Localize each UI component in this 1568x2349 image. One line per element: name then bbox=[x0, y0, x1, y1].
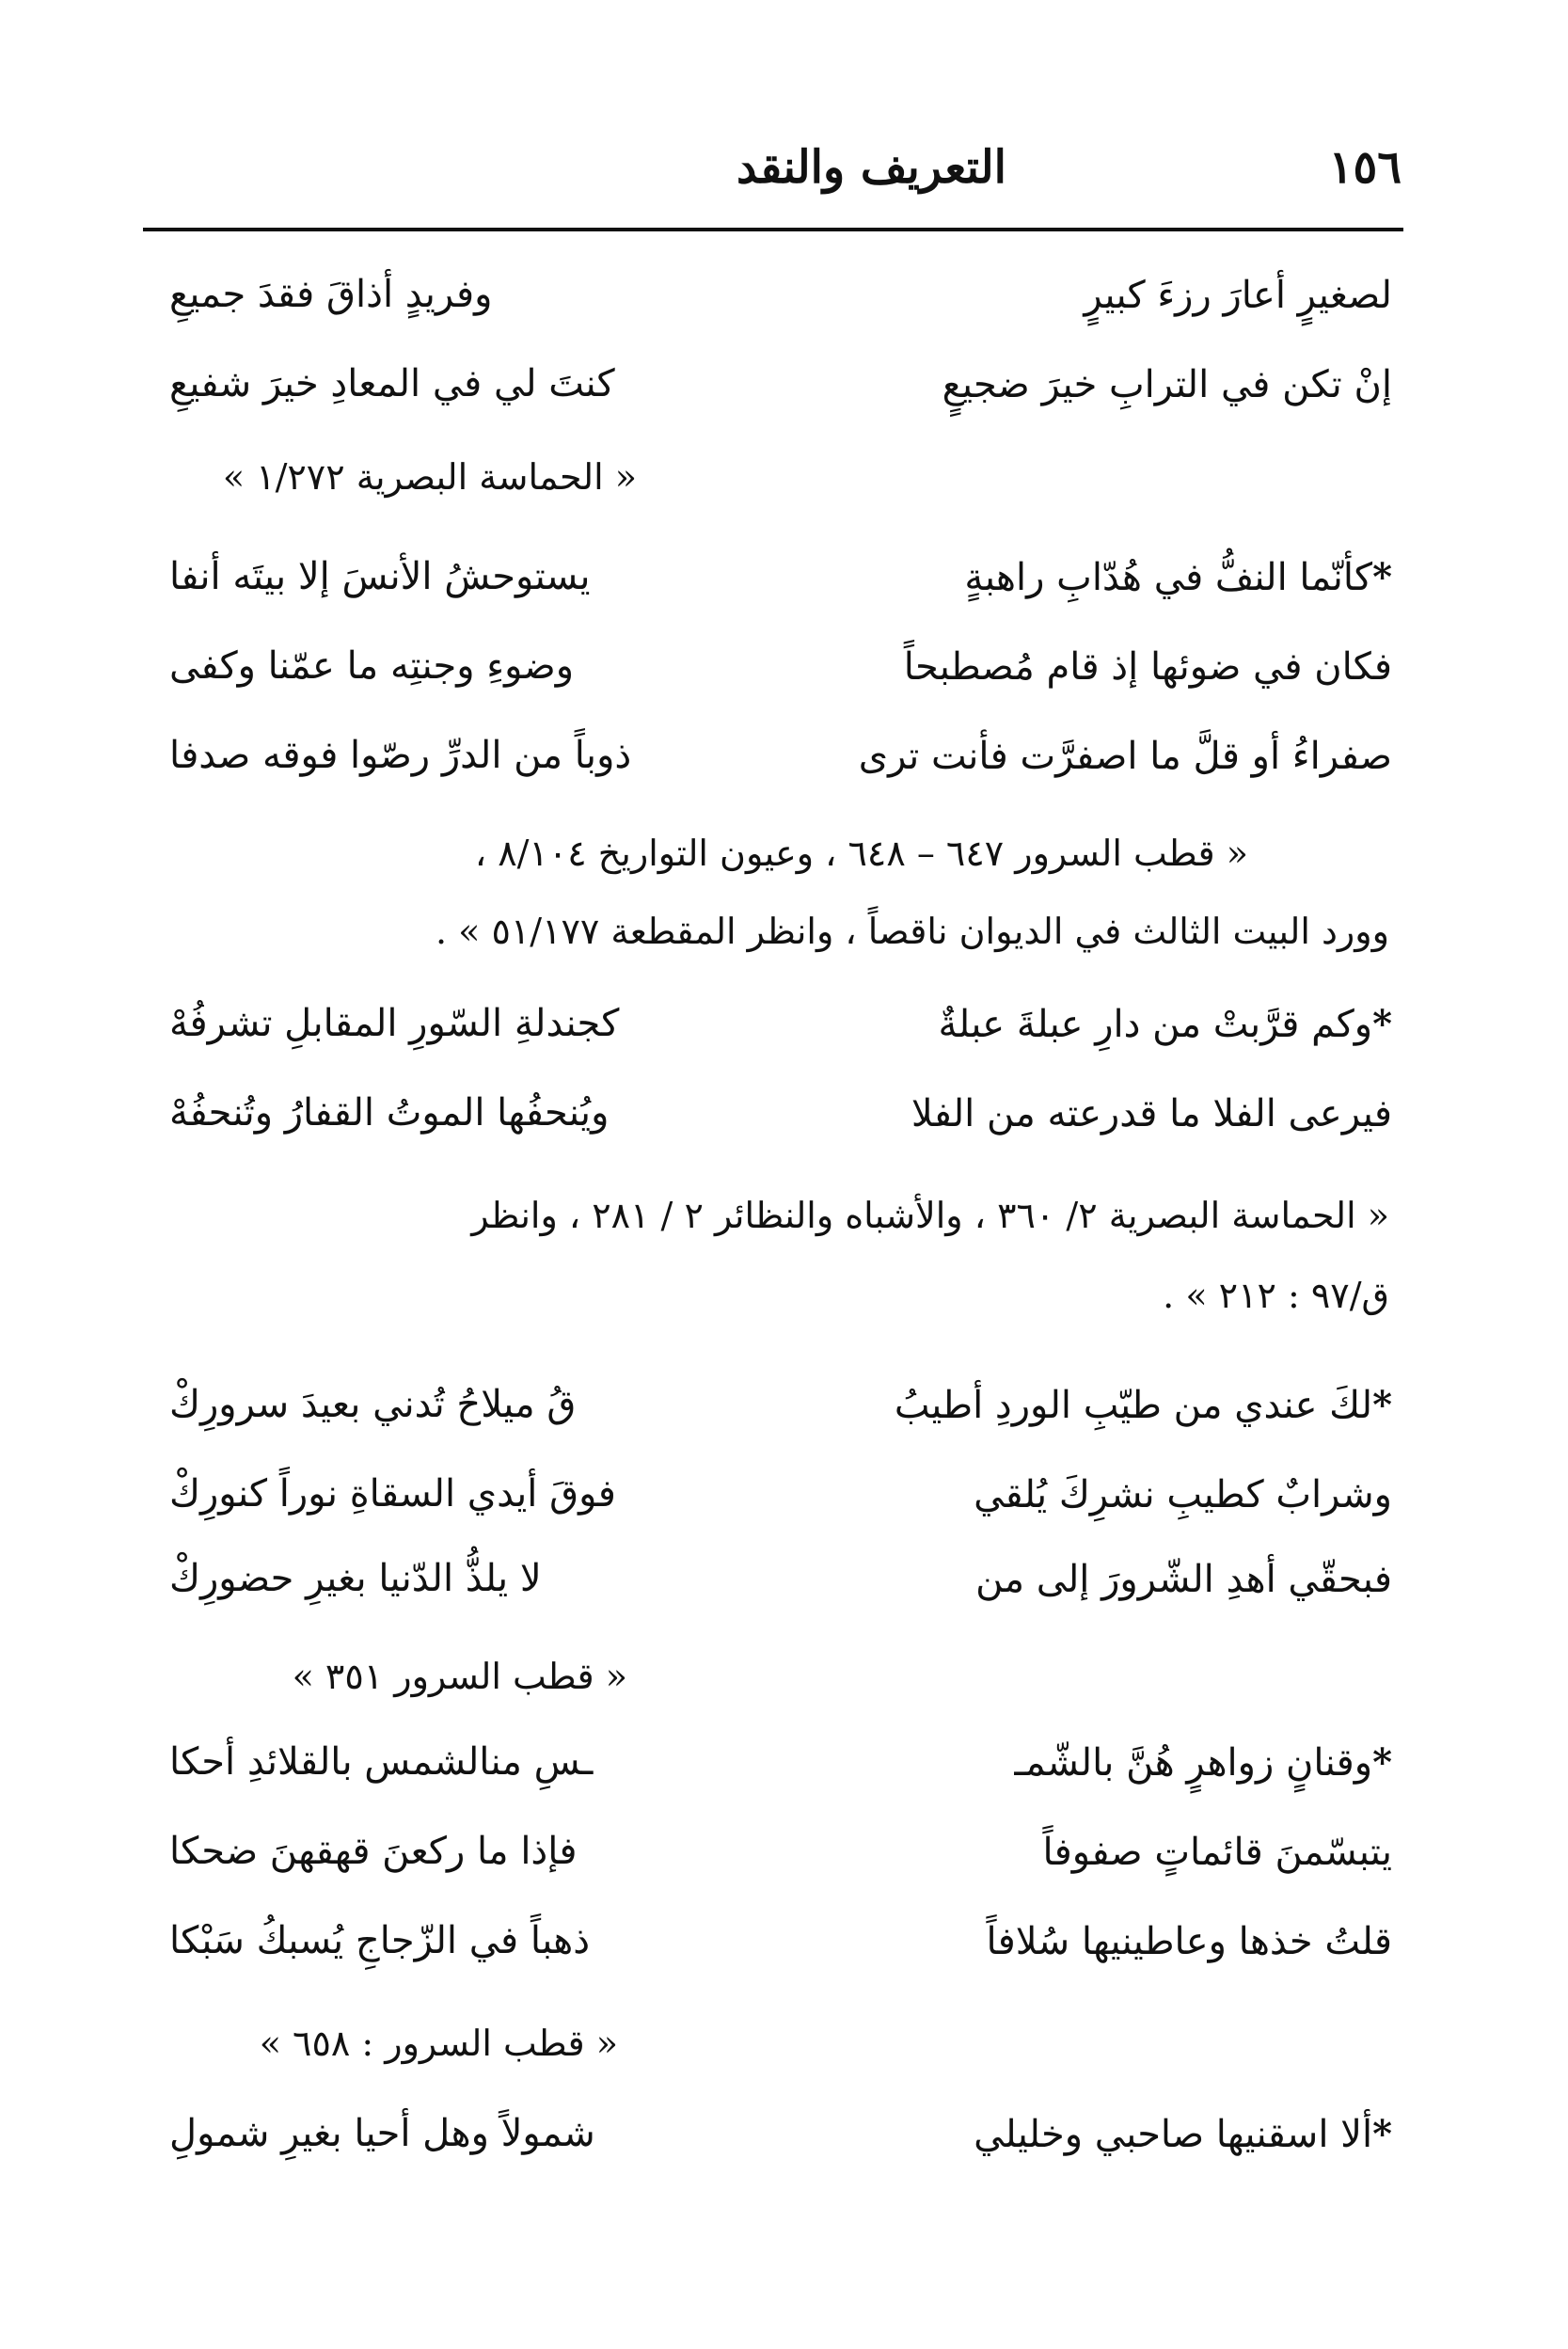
hemistich-first bbox=[800, 2112, 1392, 2156]
hemistich-first bbox=[800, 1830, 1392, 1874]
verse-line bbox=[169, 1472, 1392, 1547]
verse-line bbox=[169, 1002, 1392, 1077]
verse-line bbox=[169, 1383, 1392, 1458]
verse-line bbox=[169, 555, 1392, 630]
verse-asterisk: * bbox=[1372, 1002, 1392, 1046]
hemistich-first-text: قلتُ خذها وعاطينيها سُلافاً bbox=[986, 1920, 1392, 1963]
hemistich-second: ذهباً في الزّجاجِ يُسبكُ سَبْكا bbox=[169, 1919, 591, 1962]
source-citation: « قطب السرور ٦٤٧ – ٦٤٨ ، وعيون التواريخ ٨/١٠٤ ، bbox=[474, 833, 1248, 874]
source-citation: وورد البيت الثالث في الديوان ناقصاً ، وانظر المقطعة ٥١/١٧٧ » . bbox=[435, 911, 1389, 952]
hemistich-second: ذوباً من الدرِّ رصّوا فوقه صدفا bbox=[169, 734, 632, 777]
hemistich-first-text: وقنانٍ زواهرٍ هُنَّ بالشّمـ bbox=[1014, 1741, 1373, 1785]
hemistich-first-text: يتبسّمنَ قائماتٍ صفوفاً bbox=[1042, 1831, 1392, 1874]
verse-line bbox=[169, 1557, 1392, 1632]
verse-line bbox=[169, 1830, 1392, 1905]
hemistich-first-text: لكَ عندي من طيّبِ الوردِ أطيبُ bbox=[894, 1384, 1373, 1427]
hemistich-first-text: فكان في ضوئها إذ قام مُصطبحاً bbox=[903, 645, 1392, 689]
verse-line bbox=[169, 362, 1392, 437]
hemistich-first-text: إنْ تكن في الترابِ خيرَ ضجيعٍ bbox=[942, 363, 1392, 406]
hemistich-second: ـسِ منالشمس بالقلائدِ أحكا bbox=[169, 1740, 594, 1784]
page-header bbox=[169, 141, 1402, 216]
hemistich-second: كجندلةِ السّورِ المقابلِ تشرفُهْ bbox=[169, 1002, 620, 1045]
hemistich-first bbox=[800, 1091, 1392, 1135]
verse-asterisk: * bbox=[1372, 1383, 1392, 1427]
page-number: ١٥٦ bbox=[1328, 141, 1402, 194]
hemistich-first-text: صفراءُ أو قلَّ ما اصفرَّت فأنت ترى bbox=[858, 735, 1392, 778]
hemistich-first-text: كأنّما النفُّ في هُدّابِ راهبةٍ bbox=[964, 556, 1373, 599]
verse-line bbox=[169, 1740, 1392, 1816]
hemistich-second: لا يلذُّ الدّنيا بغيرِ حضورِكْ bbox=[169, 1557, 542, 1600]
header-rule bbox=[143, 228, 1403, 231]
hemistich-first bbox=[800, 362, 1392, 406]
source-citation: « الحماسة البصرية ٢/ ٣٦٠ ، والأشباه والنظائر ٢ / ٢٨١ ، وانظر bbox=[471, 1195, 1389, 1236]
hemistich-second: قُ ميلاحُ تُدني بعيدَ سرورِكْ bbox=[169, 1383, 577, 1426]
verse-asterisk: * bbox=[1372, 2112, 1392, 2156]
verse-line bbox=[169, 1091, 1392, 1167]
source-citation: « قطب السرور : ٦٥٨ » bbox=[259, 2023, 618, 2064]
hemistich-first bbox=[800, 273, 1392, 317]
source-citation: « الحماسة البصرية ١/٢٧٢ » bbox=[222, 456, 637, 498]
hemistich-second: فإذا ما ركعنَ قهقهنَ ضحكا bbox=[169, 1830, 578, 1873]
hemistich-first bbox=[800, 1002, 1392, 1046]
hemistich-second: شمولاً وهل أحيا بغيرِ شمولِ bbox=[169, 2112, 595, 2155]
verse-line bbox=[169, 2112, 1392, 2187]
verse-asterisk: * bbox=[1372, 1740, 1392, 1785]
hemistich-first bbox=[800, 1740, 1392, 1785]
hemistich-second: يستوحشُ الأنسَ إلا بيتَه أنفا bbox=[169, 555, 591, 598]
hemistich-second: وفريدٍ أذاقَ فقدَ جميعِ bbox=[169, 273, 493, 316]
hemistich-first bbox=[800, 555, 1392, 599]
hemistich-second: كنتَ لي في المعادِ خيرَ شفيعِ bbox=[169, 362, 615, 405]
hemistich-first bbox=[800, 644, 1392, 689]
running-title: التعريف والنقد bbox=[736, 141, 1006, 194]
hemistich-second: وضوءِ وجنتِه ما عمّنا وكفى bbox=[169, 644, 575, 688]
hemistich-first bbox=[800, 1557, 1392, 1601]
verse-line bbox=[169, 273, 1392, 348]
hemistich-first-text: ألا اسقنيها صاحبي وخليلي bbox=[974, 2113, 1373, 2156]
hemistich-second: فوقَ أيدي السقاةِ نوراً كنورِكْ bbox=[169, 1472, 616, 1516]
hemistich-first-text: لصغيرٍ أعارَ رزءَ كبيرٍ bbox=[1084, 274, 1392, 317]
hemistich-first-text: فبحقّي أهدِ الشّرورَ إلى من bbox=[975, 1558, 1392, 1601]
hemistich-first bbox=[800, 1919, 1392, 1963]
hemistich-first-text: وكم قرَّبتْ من دارِ عبلةَ عبلةٌ bbox=[938, 1003, 1373, 1046]
verse-line bbox=[169, 644, 1392, 720]
verse-asterisk: * bbox=[1372, 555, 1392, 599]
source-citation: ق/٩٧ : ٢١٢ » . bbox=[1163, 1275, 1389, 1316]
hemistich-first-text: فيرعى الفلا ما قدرعته من الفلا bbox=[911, 1092, 1392, 1135]
verse-line bbox=[169, 1919, 1392, 1994]
hemistich-first bbox=[800, 734, 1392, 778]
hemistich-first bbox=[800, 1383, 1392, 1427]
hemistich-second: ويُنحفُها الموتُ القفارُ وتُنحفُهْ bbox=[169, 1091, 610, 1135]
source-citation: « قطب السرور ٣٥١ » bbox=[292, 1656, 627, 1697]
hemistich-first bbox=[800, 1472, 1392, 1516]
verse-line bbox=[169, 734, 1392, 809]
hemistich-first-text: وشرابٌ كطيبِ نشرِكَ يُلقي bbox=[974, 1473, 1392, 1516]
